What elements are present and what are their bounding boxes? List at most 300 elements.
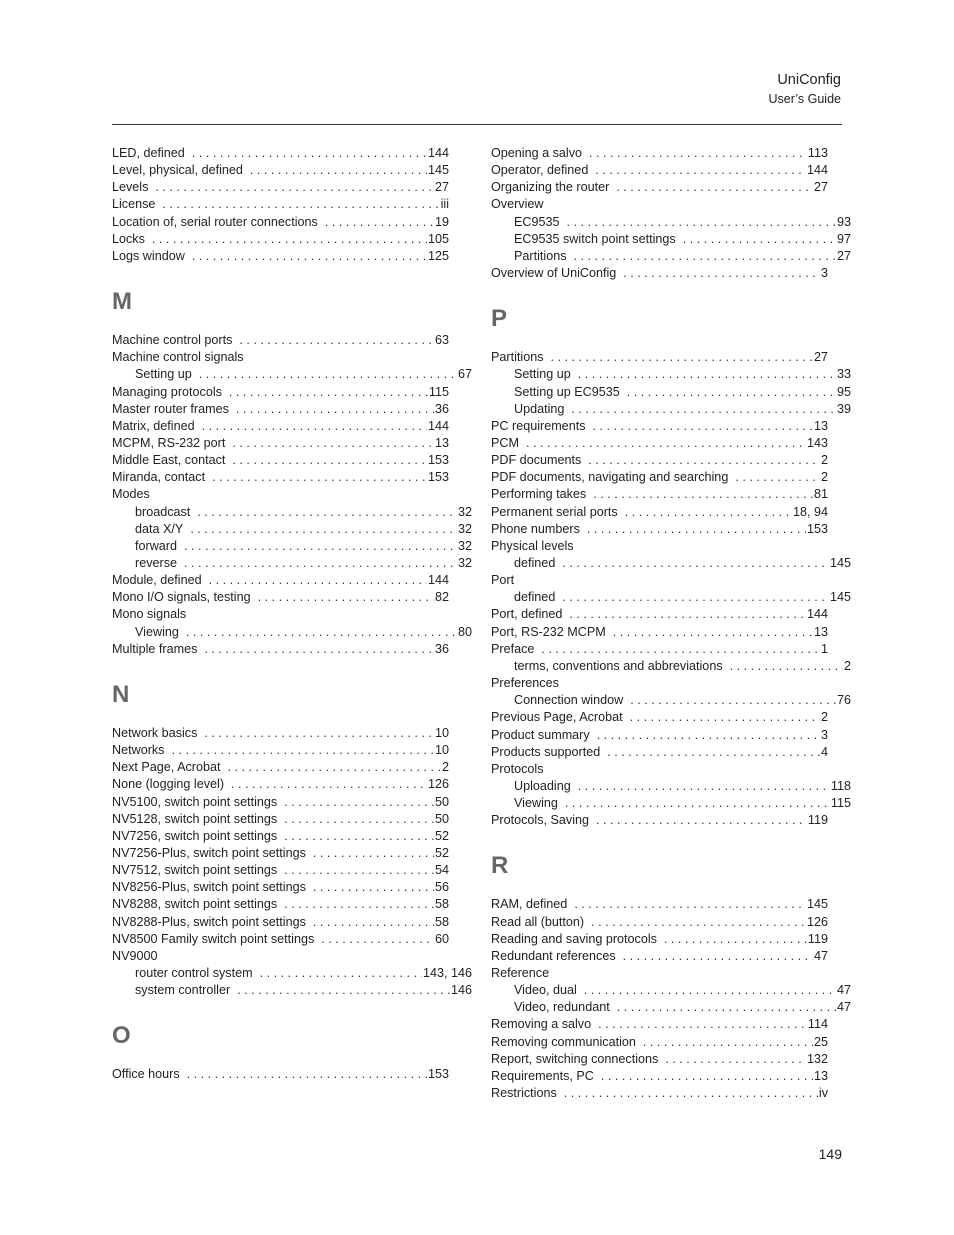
dot-leader <box>630 709 820 726</box>
index-entry <box>112 914 449 931</box>
index-entry <box>112 862 449 879</box>
entry-page-ref[interactable]: 144 <box>427 418 449 433</box>
index-entry <box>112 418 449 435</box>
dot-leader <box>567 214 836 231</box>
entry-page-ref[interactable]: 115 <box>428 384 449 399</box>
index-subentry <box>112 504 472 521</box>
dot-leader <box>587 521 806 538</box>
entry-page-ref[interactable]: 47 <box>836 1000 851 1015</box>
entry-page-ref[interactable]: 144 <box>806 607 828 622</box>
index-subentry <box>491 401 851 418</box>
entry-page-ref[interactable]: 60 <box>434 931 449 946</box>
dot-leader <box>617 999 836 1016</box>
index-entry <box>112 332 449 349</box>
entry-term: Mono signals <box>112 607 187 622</box>
entry-term: NV5128, switch point settings <box>112 811 278 826</box>
entry-page-ref[interactable]: 25 <box>813 1034 828 1049</box>
index-subentry <box>112 555 472 572</box>
index-entry <box>491 1051 828 1068</box>
entry-page-ref[interactable]: 47 <box>813 948 828 963</box>
entry-page-ref[interactable]: 2 <box>820 453 828 468</box>
dot-leader <box>574 896 806 913</box>
entry-page-ref[interactable]: 58 <box>434 914 449 929</box>
entry-term: Operator, defined <box>491 163 589 178</box>
dot-leader <box>683 231 836 248</box>
entry-page-ref[interactable]: 119 <box>807 813 828 828</box>
entry-page-ref[interactable]: 13 <box>434 435 449 450</box>
entry-page-ref[interactable]: 115 <box>830 796 851 811</box>
entry-page-ref[interactable]: 2 <box>843 658 851 673</box>
dot-leader <box>541 641 820 658</box>
entry-page-ref[interactable]: 81 <box>813 487 828 502</box>
entry-term: Product summary <box>491 727 590 742</box>
dot-leader <box>204 725 434 742</box>
dot-leader <box>284 862 434 879</box>
entry-page-ref[interactable]: 27 <box>813 350 828 365</box>
index-entry <box>112 828 449 845</box>
index-entry <box>491 896 828 913</box>
dot-leader <box>313 845 434 862</box>
index-subentry <box>491 384 851 401</box>
entry-page-ref[interactable]: 36 <box>434 401 449 416</box>
entry-page-ref[interactable]: 153 <box>427 470 449 485</box>
index-entry <box>112 811 449 828</box>
dot-leader <box>584 982 836 999</box>
dot-leader <box>627 384 836 401</box>
entry-page-ref[interactable]: 13 <box>813 624 828 639</box>
entry-page-ref[interactable]: 3 <box>820 727 828 742</box>
entry-term: MCPM, RS-232 port <box>112 435 226 450</box>
entry-page-ref[interactable]: 32 <box>457 538 472 553</box>
entry-page-ref[interactable]: 105 <box>427 231 449 246</box>
dot-leader <box>613 624 813 641</box>
entry-term: Updating <box>514 401 565 416</box>
entry-term: Permanent serial ports <box>491 504 618 519</box>
entry-page-ref[interactable]: 32 <box>457 521 472 536</box>
dot-leader <box>607 744 820 761</box>
entry-page-ref[interactable]: 153 <box>427 453 449 468</box>
entry-page-ref[interactable]: 10 <box>434 743 449 758</box>
entry-term: Reference <box>491 966 550 980</box>
index-entry <box>491 418 828 435</box>
index-subentry <box>491 231 851 248</box>
dot-leader <box>239 332 434 349</box>
entry-term: NV7256-Plus, switch point settings <box>112 845 306 860</box>
entry-term: Preferences <box>491 676 559 691</box>
entry-page-ref[interactable]: 33 <box>836 367 851 382</box>
entry-page-ref[interactable]: 144 <box>427 573 449 588</box>
entry-term: Uploading <box>514 778 571 793</box>
dot-leader <box>325 214 434 231</box>
entry-term: Managing protocols <box>112 384 222 399</box>
entry-term: Requirements, PC <box>491 1068 594 1083</box>
entry-term: NV7512, switch point settings <box>112 863 278 878</box>
entry-term: broadcast <box>135 504 191 519</box>
index-subentry <box>491 555 851 572</box>
index-entry <box>491 538 828 555</box>
entry-page-ref[interactable]: 36 <box>434 641 449 656</box>
entry-page-ref[interactable]: 114 <box>807 1017 828 1032</box>
entry-page-ref[interactable]: 113 <box>807 146 828 160</box>
index-entry <box>112 948 449 965</box>
entry-term: Protocols <box>491 761 544 776</box>
entry-term: Office hours <box>112 1067 180 1082</box>
index-entry <box>491 1085 828 1102</box>
entry-page-ref[interactable]: 132 <box>806 1051 828 1066</box>
index-subentry <box>491 795 851 812</box>
dot-leader <box>630 692 836 709</box>
entry-term: Redundant references <box>491 948 616 963</box>
entry-term: Video, dual <box>514 983 577 998</box>
entry-page-ref[interactable]: 13 <box>813 1068 828 1083</box>
dot-leader <box>192 248 427 265</box>
index-subentry <box>112 521 472 538</box>
entry-term: PCM <box>491 435 519 450</box>
entry-page-ref[interactable]: 125 <box>427 248 449 263</box>
entry-page-ref[interactable]: 2 <box>820 710 828 725</box>
index-entry <box>491 196 828 213</box>
index-entry <box>491 709 828 726</box>
index-letter-heading: R <box>491 852 509 880</box>
entry-term: Performing takes <box>491 487 587 502</box>
entry-page-ref[interactable]: 19 <box>434 214 449 229</box>
index-entry <box>491 469 828 486</box>
entry-page-ref[interactable]: 126 <box>806 914 828 929</box>
entry-term: NV8288-Plus, switch point settings <box>112 914 306 929</box>
entry-term: Networks <box>112 743 165 758</box>
index-entry <box>491 435 828 452</box>
index-entry <box>112 1066 449 1083</box>
entry-term: Preface <box>491 641 535 656</box>
entry-term: Location of, serial router connections <box>112 214 318 229</box>
dot-leader <box>623 265 820 282</box>
entry-page-ref[interactable]: 3 <box>820 266 828 281</box>
index-entry <box>112 845 449 862</box>
entry-page-ref[interactable]: 143, 146 <box>422 966 472 980</box>
entry-page-ref[interactable]: 145 <box>829 590 851 605</box>
entry-page-ref[interactable]: 50 <box>434 811 449 826</box>
entry-term: EC9535 <box>514 214 560 229</box>
entry-term: NV8288, switch point settings <box>112 897 278 912</box>
dot-leader <box>593 418 813 435</box>
index-entry <box>491 145 828 162</box>
header-subtitle: User’s Guide <box>768 92 841 106</box>
dot-leader <box>593 486 813 503</box>
entry-page-ref[interactable]: 54 <box>434 863 449 878</box>
index-entry <box>112 231 449 248</box>
index-subentry <box>491 778 851 795</box>
dot-leader <box>209 572 427 589</box>
index-entry <box>112 384 449 401</box>
index-entry <box>491 675 828 692</box>
entry-term: Port, defined <box>491 607 563 622</box>
entry-term: Next Page, Acrobat <box>112 760 221 775</box>
dot-leader <box>212 469 427 486</box>
index-subentry <box>491 692 851 709</box>
index-entry <box>112 248 449 265</box>
entry-page-ref[interactable]: 4 <box>820 744 828 759</box>
entry-page-ref[interactable]: 2 <box>441 760 449 775</box>
index-entry <box>112 776 449 793</box>
entry-term: terms, conventions and abbreviations <box>514 658 723 673</box>
index-entry <box>491 1016 828 1033</box>
entry-page-ref[interactable]: 58 <box>434 897 449 912</box>
index-entry <box>491 948 828 965</box>
index-entry <box>491 572 828 589</box>
dot-leader <box>601 1068 813 1085</box>
dot-leader <box>229 384 428 401</box>
dot-leader <box>258 589 434 606</box>
index-subentry <box>112 965 472 982</box>
index-entry <box>112 879 449 896</box>
dot-leader <box>597 727 820 744</box>
running-header <box>769 71 842 108</box>
dot-leader <box>155 179 434 196</box>
entry-term: Machine control signals <box>112 350 244 365</box>
entry-page-ref[interactable]: 145 <box>427 163 449 178</box>
entry-term: defined <box>514 590 556 605</box>
entry-page-ref[interactable]: 27 <box>813 180 828 195</box>
index-entry <box>491 1034 828 1051</box>
entry-page-ref[interactable]: 119 <box>807 931 828 946</box>
index-entry <box>491 761 828 778</box>
entry-page-ref[interactable]: 145 <box>806 897 828 912</box>
dot-leader <box>184 555 457 572</box>
index-entry <box>112 589 449 606</box>
index-entry <box>491 1068 828 1085</box>
dot-leader <box>591 914 806 931</box>
dot-leader <box>595 162 806 179</box>
header-rule <box>112 124 842 125</box>
index-entry <box>112 742 449 759</box>
dot-leader <box>202 418 427 435</box>
entry-term: system controller <box>135 983 231 998</box>
entry-term: Matrix, defined <box>112 418 195 433</box>
entry-term: Reading and saving protocols <box>491 931 657 946</box>
entry-page-ref[interactable]: 145 <box>829 556 851 570</box>
entry-term: Modes <box>112 487 150 502</box>
entry-page-ref[interactable]: 27 <box>836 248 851 263</box>
entry-term: RAM, defined <box>491 897 568 912</box>
index-subentry <box>491 658 851 675</box>
entry-term: Partitions <box>514 248 567 263</box>
index-subentry <box>112 366 472 383</box>
dot-leader <box>260 965 422 982</box>
entry-page-ref[interactable]: 52 <box>434 828 449 843</box>
entry-term: Organizing the router <box>491 180 610 195</box>
entry-term: Overview of UniConfig <box>491 266 617 281</box>
entry-page-ref[interactable]: 13 <box>813 418 828 433</box>
entry-term: Machine control ports <box>112 333 233 348</box>
entry-page-ref[interactable]: 67 <box>457 367 472 382</box>
dot-leader <box>596 812 807 829</box>
entry-page-ref[interactable]: 80 <box>457 624 472 639</box>
index-entry <box>491 162 828 179</box>
entry-term: Removing communication <box>491 1034 636 1049</box>
index-entry <box>112 896 449 913</box>
index-entry <box>112 349 449 366</box>
dot-leader <box>664 931 807 948</box>
entry-term: Level, physical, defined <box>112 163 243 178</box>
entry-page-ref[interactable]: 153 <box>427 1067 449 1082</box>
dot-leader <box>526 435 806 452</box>
entry-term: Products supported <box>491 744 601 759</box>
entry-term: Opening a salvo <box>491 146 583 160</box>
dot-leader <box>643 1034 813 1051</box>
entry-term: Read all (button) <box>491 914 585 929</box>
entry-term: EC9535 switch point settings <box>514 231 676 246</box>
index-entry <box>112 759 449 776</box>
entry-term: None (logging level) <box>112 777 225 792</box>
entry-term: NV9000 <box>112 948 158 963</box>
entry-page-ref[interactable]: 76 <box>836 693 851 708</box>
entry-page-ref[interactable]: 39 <box>836 401 851 416</box>
entry-term: Overview <box>491 197 544 212</box>
entry-term: Port, RS-232 MCPM <box>491 624 606 639</box>
entry-term: defined <box>514 556 556 570</box>
index-entry <box>112 486 449 503</box>
index-entry <box>491 812 828 829</box>
entry-term: Mono I/O signals, testing <box>112 590 251 605</box>
dot-leader <box>625 504 792 521</box>
entry-term: Setting up <box>514 367 571 382</box>
index-subentry <box>491 982 851 999</box>
entry-page-ref[interactable]: 97 <box>836 231 851 246</box>
index-entry <box>491 744 828 761</box>
entry-page-ref[interactable]: 32 <box>457 556 472 570</box>
dot-leader <box>197 504 457 521</box>
index-letter-heading: M <box>112 288 132 316</box>
index-subentry <box>491 589 851 606</box>
entry-page-ref[interactable]: 126 <box>427 777 449 792</box>
dot-leader <box>588 452 820 469</box>
dot-leader <box>569 606 806 623</box>
entry-page-ref[interactable]: 93 <box>836 214 851 229</box>
index-entry <box>112 145 449 162</box>
dot-leader <box>574 248 836 265</box>
dot-leader <box>284 828 434 845</box>
dot-leader <box>589 145 807 162</box>
dot-leader <box>237 982 450 999</box>
entry-page-ref[interactable]: 50 <box>434 794 449 809</box>
entry-term: Logs window <box>112 248 185 263</box>
dot-leader <box>231 776 427 793</box>
index-entry <box>491 504 828 521</box>
index-entry <box>491 265 828 282</box>
dot-leader <box>284 794 434 811</box>
entry-term: router control system <box>135 966 253 980</box>
entry-term: LED, defined <box>112 146 185 160</box>
index-entry <box>491 452 828 469</box>
dot-leader <box>152 231 427 248</box>
dot-leader <box>186 624 457 641</box>
entry-page-ref[interactable]: 95 <box>836 384 851 399</box>
entry-term: Phone numbers <box>491 521 580 536</box>
dot-leader <box>284 811 434 828</box>
dot-leader <box>616 179 813 196</box>
entry-term: Restrictions <box>491 1086 557 1101</box>
entry-page-ref[interactable]: 18, 94 <box>792 504 828 519</box>
index-entry <box>112 196 449 213</box>
dot-leader <box>184 538 457 555</box>
entry-page-ref[interactable]: 153 <box>806 521 828 536</box>
entry-term: PC requirements <box>491 418 586 433</box>
dot-leader <box>562 555 829 572</box>
entry-page-ref[interactable]: 27 <box>434 180 449 195</box>
index-entry <box>112 572 449 589</box>
dot-leader <box>232 452 427 469</box>
entry-term: NV8256-Plus, switch point settings <box>112 880 306 895</box>
entry-page-ref[interactable]: 144 <box>806 163 828 178</box>
entry-page-ref[interactable]: 143 <box>806 435 828 450</box>
index-entry <box>491 931 828 948</box>
entry-page-ref[interactable]: 1 <box>820 641 828 656</box>
entry-page-ref[interactable]: 82 <box>434 590 449 605</box>
dot-leader <box>623 948 813 965</box>
index-entry <box>491 914 828 931</box>
entry-page-ref[interactable]: 52 <box>434 845 449 860</box>
index-letter-heading: O <box>112 1022 131 1050</box>
entry-term: PDF documents, navigating and searching <box>491 470 729 485</box>
index-entry <box>112 435 449 452</box>
index-subentry <box>491 214 851 231</box>
entry-term: Previous Page, Acrobat <box>491 710 623 725</box>
entry-page-ref[interactable]: 63 <box>434 333 449 348</box>
entry-term: Middle East, contact <box>112 453 226 468</box>
index-entry <box>112 452 449 469</box>
dot-leader <box>564 1085 818 1102</box>
entry-page-ref[interactable]: 56 <box>434 880 449 895</box>
entry-page-ref[interactable]: iv <box>818 1086 828 1101</box>
dot-leader <box>551 349 813 366</box>
entry-term: Setting up EC9535 <box>514 384 620 399</box>
entry-term: Connection window <box>514 693 624 708</box>
entry-term: NV8500 Family switch point settings <box>112 931 315 946</box>
index-entry <box>491 606 828 623</box>
dot-leader <box>250 162 427 179</box>
entry-term: Viewing <box>135 624 179 639</box>
index-entry <box>112 931 449 948</box>
index-entry <box>491 349 828 366</box>
entry-page-ref[interactable]: 47 <box>836 983 851 998</box>
entry-term: Locks <box>112 231 145 246</box>
entry-term: License <box>112 197 156 212</box>
index-subentry <box>112 538 472 555</box>
index-entry <box>112 725 449 742</box>
entry-page-ref[interactable]: iii <box>440 197 449 212</box>
entry-term: forward <box>135 538 177 553</box>
dot-leader <box>735 469 820 486</box>
dot-leader <box>199 366 457 383</box>
index-entry <box>491 965 828 982</box>
index-entry <box>112 179 449 196</box>
dot-leader <box>313 914 434 931</box>
entry-page-ref[interactable]: 32 <box>457 504 472 519</box>
dot-leader <box>598 1016 807 1033</box>
index-entry <box>491 641 828 658</box>
entry-page-ref[interactable]: 144 <box>427 146 449 160</box>
entry-page-ref[interactable]: 146 <box>450 983 472 998</box>
entry-page-ref[interactable]: 10 <box>434 725 449 740</box>
dot-leader <box>578 778 830 795</box>
dot-leader <box>192 145 427 162</box>
entry-term: Network basics <box>112 725 198 740</box>
entry-term: Physical levels <box>491 538 574 553</box>
entry-page-ref[interactable]: 118 <box>830 778 851 793</box>
index-entry <box>112 469 449 486</box>
dot-leader <box>190 521 457 538</box>
entry-page-ref[interactable]: 2 <box>820 470 828 485</box>
